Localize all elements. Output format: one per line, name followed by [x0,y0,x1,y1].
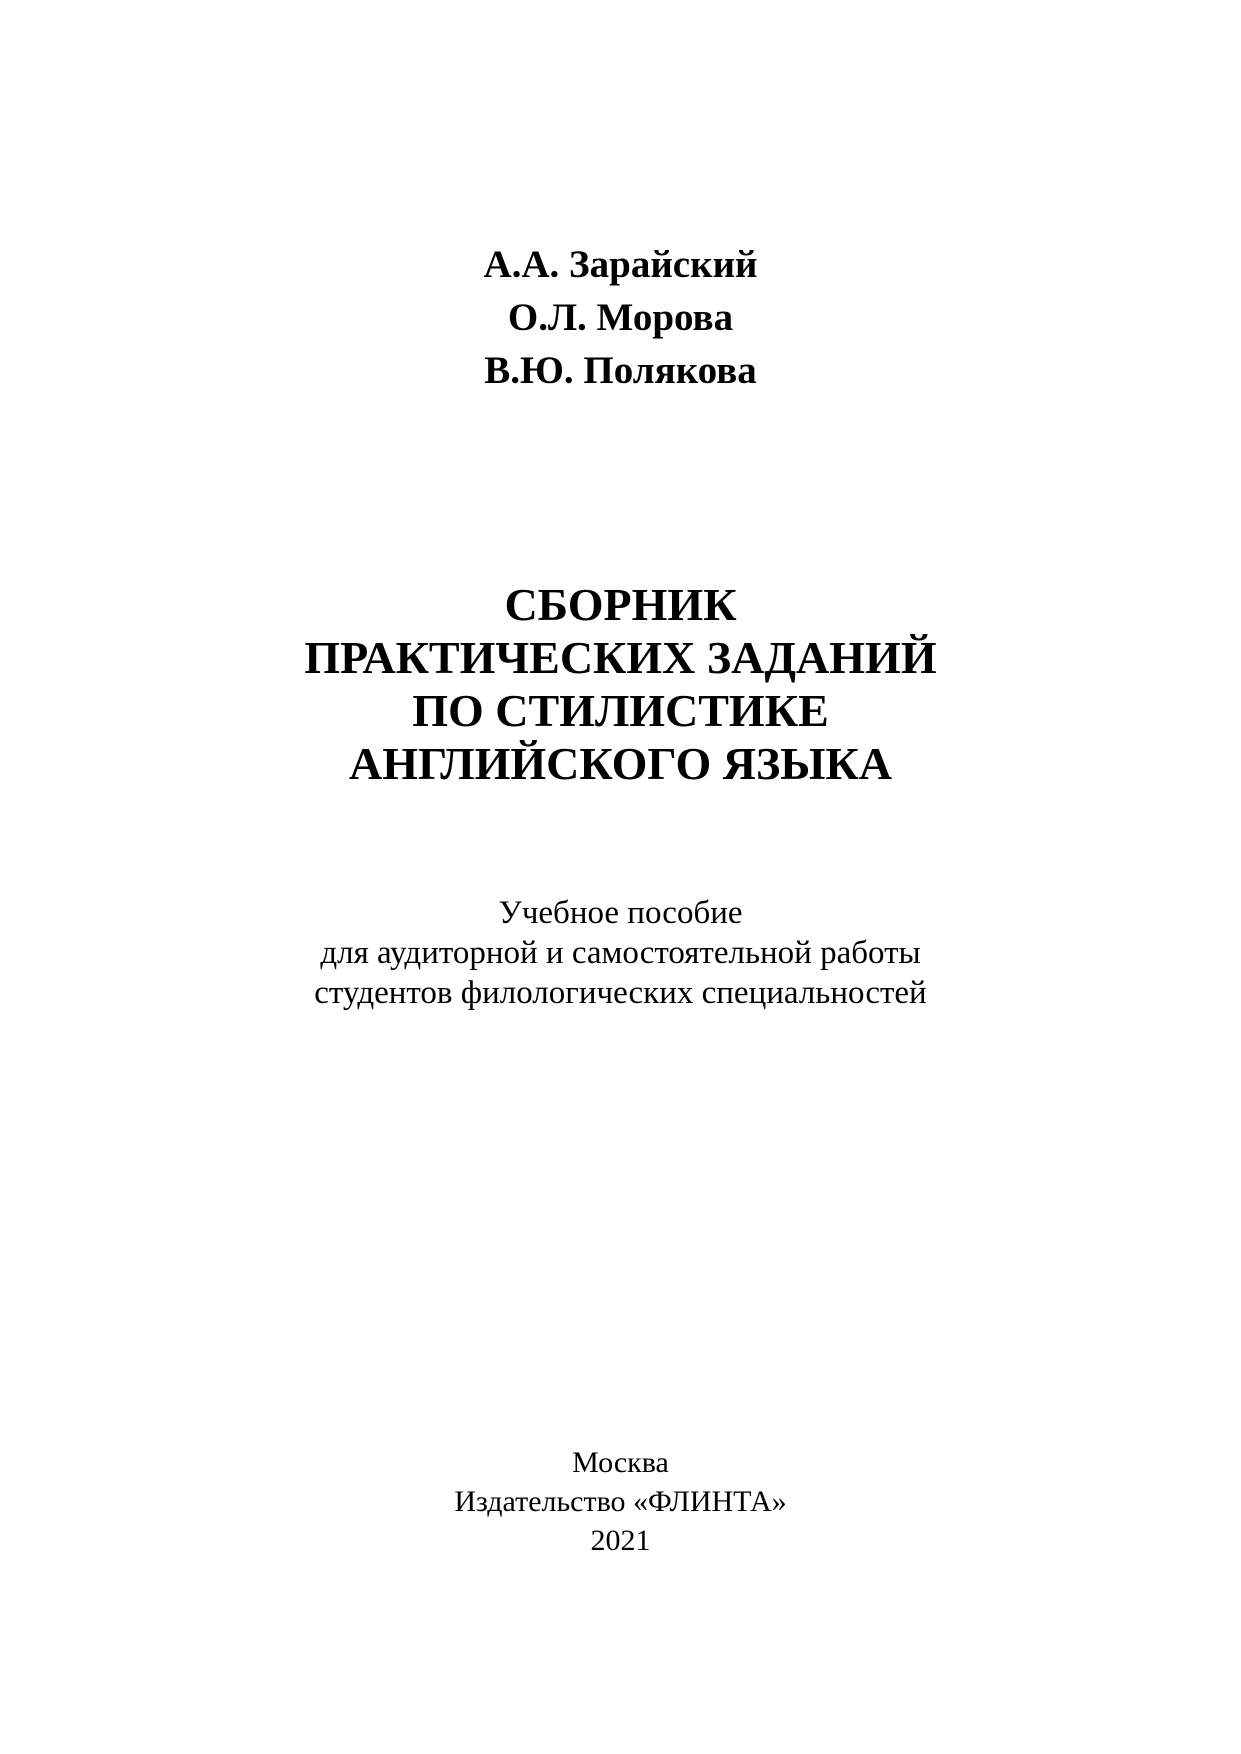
book-subtitle [0,893,1241,1013]
imprint-city: Москва [572,1446,669,1479]
author-name: О.Л. Морова [507,296,734,339]
imprint-block [0,1443,1241,1560]
title-line: СБОРНИК [504,579,737,630]
title-line: АНГЛИЙСКОГО ЯЗЫКА [348,738,892,789]
subtitle-line: Учебное пособие [498,895,743,931]
title-line: ПРАКТИЧЕСКИХ ЗАДАНИЙ [304,632,937,683]
author-name: А.А. Зарайский [483,243,758,286]
imprint-year: 2021 [590,1524,651,1557]
imprint-publisher: Издательство «ФЛИНТА» [454,1485,787,1518]
author-name: В.Ю. Полякова [484,349,757,392]
subtitle-line: для аудиторной и самостоятельной работы [320,935,921,971]
authors-block [0,238,1241,397]
book-title [0,578,1241,790]
subtitle-line: студентов филологических специальностей [314,975,927,1011]
title-line: ПО СТИЛИСТИКЕ [412,685,829,736]
